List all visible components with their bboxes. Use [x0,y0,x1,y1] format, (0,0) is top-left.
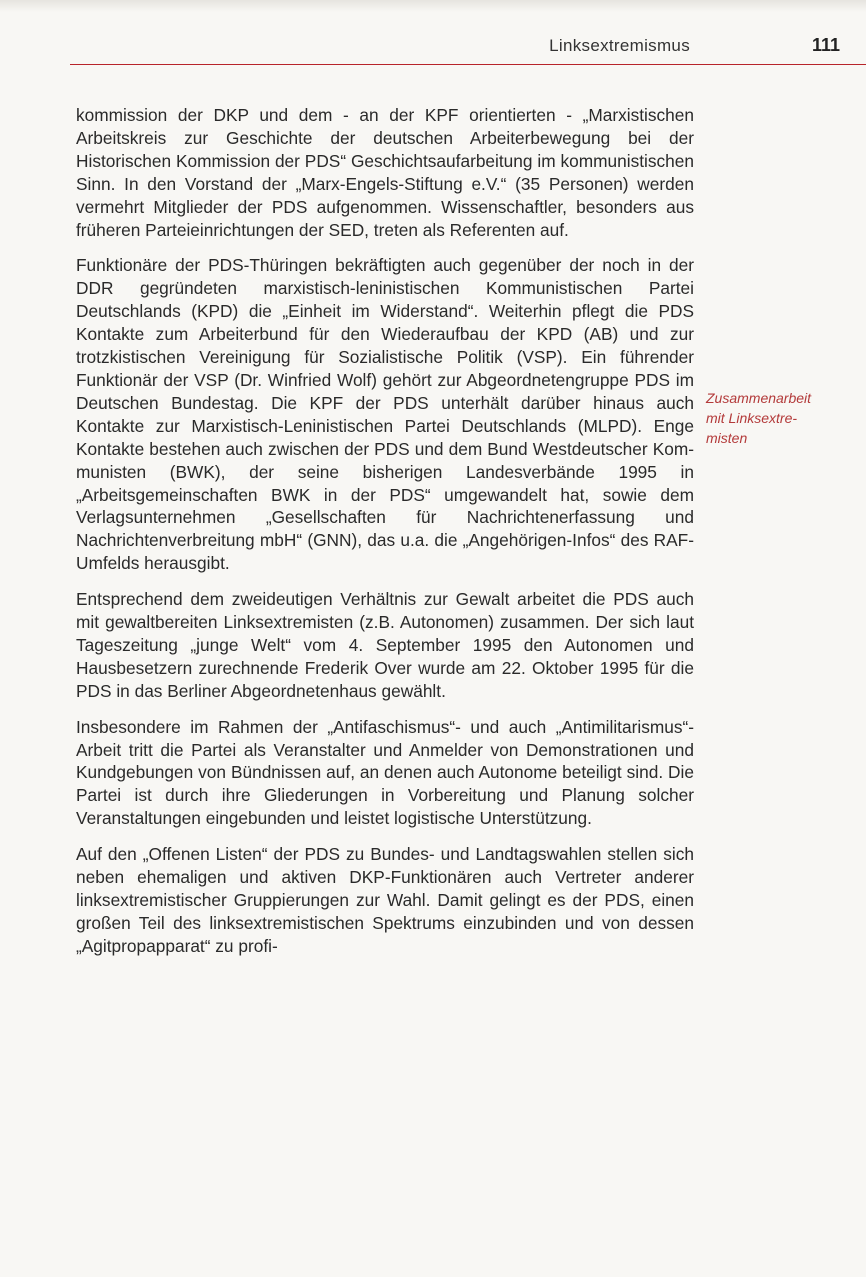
paragraph-3: Entsprechend dem zweideutigen Verhältnis zur Gewalt arbeitet die PDS auch mit gewaltbereiten Linksextremisten (z.B. Autonomen) zusammen. Der sich laut Tageszeitung „junge Welt“ vom 4. September 1995 den Autonomen und Hausbesetzern zurechnende Frederik Over wurde am 22. Oktober 1995 für die PDS in das Berliner Abgeordnetenhaus gewählt. [76,589,694,701]
running-title: Linksextremismus [549,36,690,55]
margin-note-line-1: Zusammenarbeit [706,390,812,406]
page-top-shadow [0,0,866,12]
margin-note [706,388,866,448]
paragraph-2: Funktionäre der PDS-Thüringen bekräftigten auch gegenüber der noch in der DDR gegründeten marxistisch-leninistischen Kommunistischen Partei Deutschlands (KPD) die „Einheit im Widerstand“. Weiterhin pflegt die PDS Kontakte zum Arbeiterbund für den Wiederaufbau der KPD (AB) und zur trotzkistischen Vereinigung für Sozialistische Politik (VSP). Ein führender Funktionär der VSP (Dr. Winfried Wolf) gehört zur Abgeordnetengruppe PDS im Deutschen Bundestag. Die KPF der PDS unterhält darüber hinaus auch Kontakte zur Marxistisch-Leninistischen Partei Deutschlands (MLPD). Enge Kontakte bestehen auch zwischen der PDS und dem Bund Westdeutscher Kommunisten (BWK), der seine bisherigen Landesverbände 1995 in „Arbeitsgemeinschaften BWK in der PDS“ umgewandelt hat, sowie dem Verlagsunternehmen „Gesellschaften für Nachrichtenerfassung und Nachrichtenverbreitung mbH“ (GNN), das u.a. die „Angehörigen-Infos“ des RAF-Umfelds herausgibt. [76,255,694,574]
paragraph-1: kommission der DKP und dem - an der KPF orientierten - „Marxistischen Arbeitskreis zur Geschichte der deutschen Arbeiterbewegung bei der Historischen Kommission der PDS“ Geschichtsaufarbeitung im kommunistischen Sinn. In den Vorstand der „Marx-Engels-Stiftung e.V.“ (35 Personen) werden vermehrt Mitglieder der PDS aufgenommen. Wissenschaftler, besonders aus früheren Parteieinrichtungen der SED, treten als Referenten auf. [76,105,694,240]
margin-note-line-2: mit Linksextre- [706,410,798,426]
page-number: 111 [811,35,840,55]
paragraph-5: Auf den „Offenen Listen“ der PDS zu Bundes- und Landtagswahlen stellen sich neben ehemaligen und aktiven DKP-Funktionären auch Vertreter anderer linksextremistischer Gruppierungen zur Wahl. Damit gelingt es der PDS, einen großen Teil des linksextremistischen Spektrums einzubinden und von dessen „Agitpropapparat“ zu profi- [76,844,694,956]
margin-note-line-3: misten [706,430,748,446]
paragraph-4: Insbesondere im Rahmen der „Antifaschismus“- und auch „Antimilitarismus“-Arbeit tritt die Partei als Veranstalter und Anmelder von Demonstrationen und Kundgebungen von Bündnissen auf, an denen auch Autonome beteiligt sind. Die Partei ist durch ihre Gliederungen in Vorbereitung und Planung solcher Veranstaltungen eingebunden und leistet logistische Unterstützung. [76,716,694,829]
header-rule [70,64,866,65]
body-text [76,104,694,971]
